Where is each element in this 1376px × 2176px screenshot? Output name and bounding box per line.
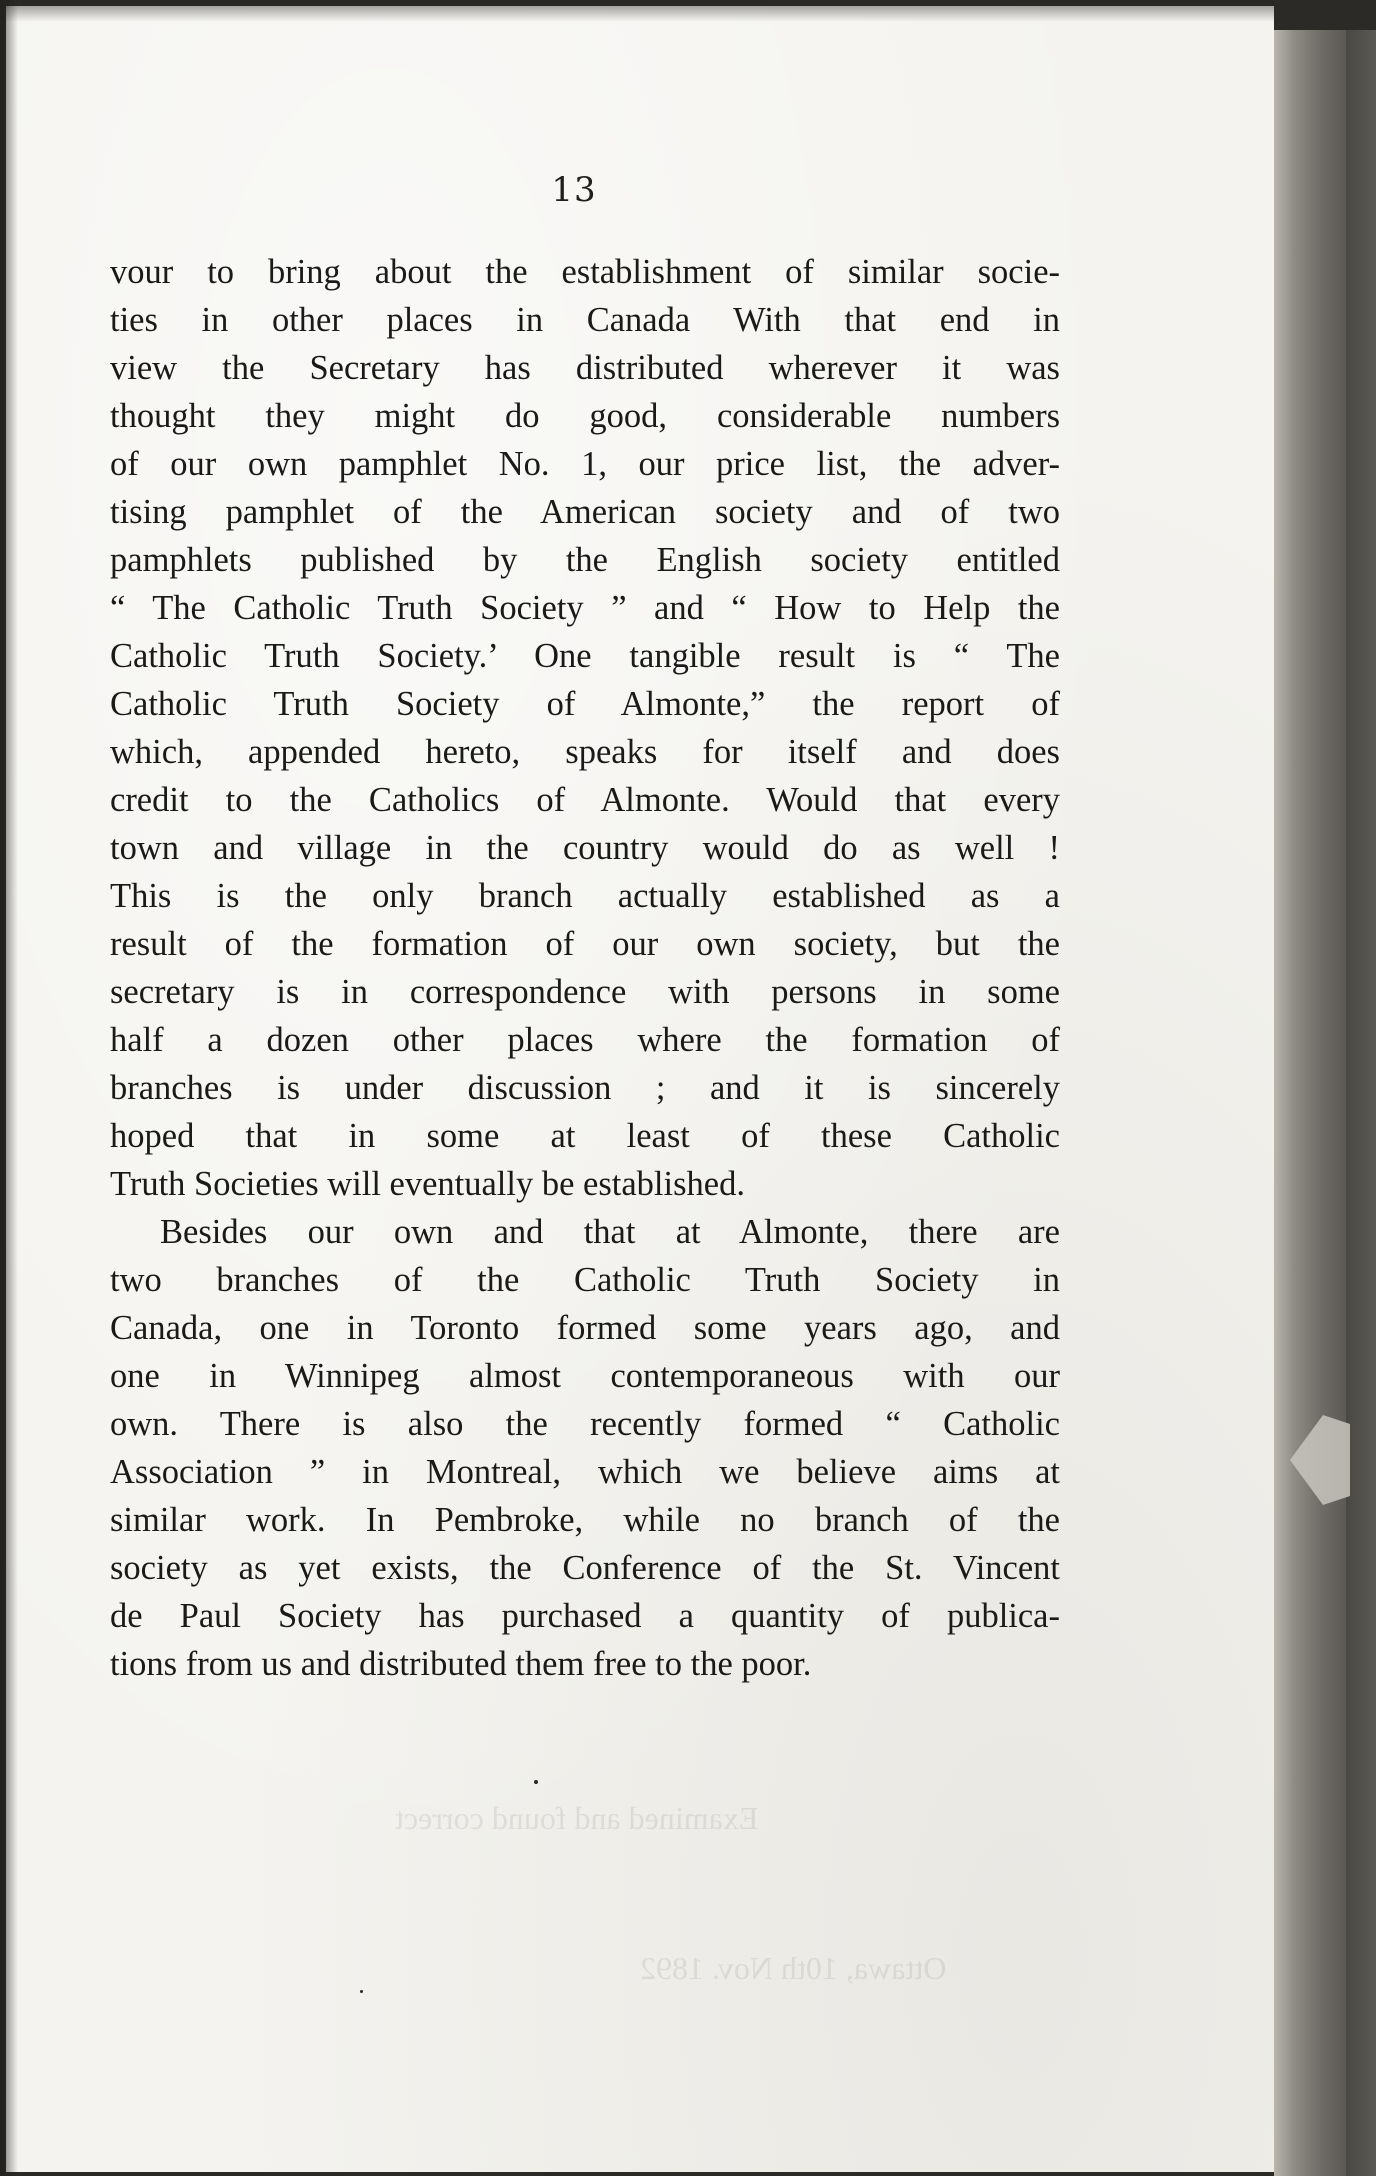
book-cover-edge: [1274, 30, 1354, 2176]
text-line: of our own pamphlet No. 1, our price list, the adver-: [110, 445, 1060, 483]
text-line: Besides our own and that at Almonte, there are: [160, 1213, 1060, 1251]
text-line: view the Secretary has distributed wherever it was: [110, 349, 1060, 387]
book-cover-spine: [1346, 30, 1376, 2176]
print-speck: [534, 1780, 538, 1784]
show-through-text-1: Examined and found correct: [395, 1800, 759, 1836]
paragraph-1: [110, 248, 1060, 1208]
text-line: branches is under discussion ; and it is sincerely: [110, 1069, 1060, 1107]
text-line: two branches of the Catholic Truth Society in: [110, 1261, 1060, 1299]
top-edge-shadow: [6, 0, 1274, 22]
text-line: credit to the Catholics of Almonte. Would that every: [110, 781, 1060, 819]
print-speck: [360, 1990, 363, 1993]
text-line: pamphlets published by the English society entitled: [110, 541, 1060, 579]
text-line: thought they might do good, considerable numbers: [110, 397, 1060, 435]
page-number: 13: [551, 170, 597, 210]
text-line: secretary is in correspondence with persons in some: [110, 973, 1060, 1011]
text-line: tions from us and distributed them free to the poor.: [110, 1645, 812, 1683]
text-line: town and village in the country would do as well !: [110, 829, 1060, 867]
text-line: Association ” in Montreal, which we believe aims at: [110, 1453, 1060, 1491]
text-line: Catholic Truth Society of Almonte,” the report of: [110, 685, 1060, 723]
text-line: half a dozen other places where the formation of: [110, 1021, 1060, 1059]
text-line: de Paul Society has purchased a quantity of publica-: [110, 1597, 1060, 1635]
text-line: vour to bring about the establishment of similar socie-: [110, 253, 1060, 291]
text-line: result of the formation of our own society, but the: [110, 925, 1060, 963]
text-line: one in Winnipeg almost contemporaneous with our: [110, 1357, 1060, 1395]
text-line: Truth Societies will eventually be established.: [110, 1165, 745, 1203]
text-line: own. There is also the recently formed “ Catholic: [110, 1405, 1060, 1443]
text-line: similar work. In Pembroke, while no branch of the: [110, 1501, 1060, 1539]
paragraph-2: [110, 1208, 1060, 1688]
text-line: Canada, one in Toronto formed some years ago, and: [110, 1309, 1060, 1347]
text-line: ties in other places in Canada With that end in: [110, 301, 1060, 339]
text-line: This is the only branch actually established as a: [110, 877, 1060, 915]
text-line: society as yet exists, the Conference of the St. Vincent: [110, 1549, 1060, 1587]
text-line: Catholic Truth Society.’ One tangible result is “ The: [110, 637, 1060, 675]
text-line: which, appended hereto, speaks for itself and does: [110, 733, 1060, 771]
body-text: [110, 248, 1060, 1688]
text-line: hoped that in some at least of these Catholic: [110, 1117, 1060, 1155]
show-through-text-2: Ottawa, 10th Nov. 1892: [640, 1950, 947, 1986]
left-edge-shadow: [0, 0, 18, 2176]
text-line: tising pamphlet of the American society and of two: [110, 493, 1060, 531]
text-line: “ The Catholic Truth Society ” and “ How to Help the: [110, 589, 1060, 627]
